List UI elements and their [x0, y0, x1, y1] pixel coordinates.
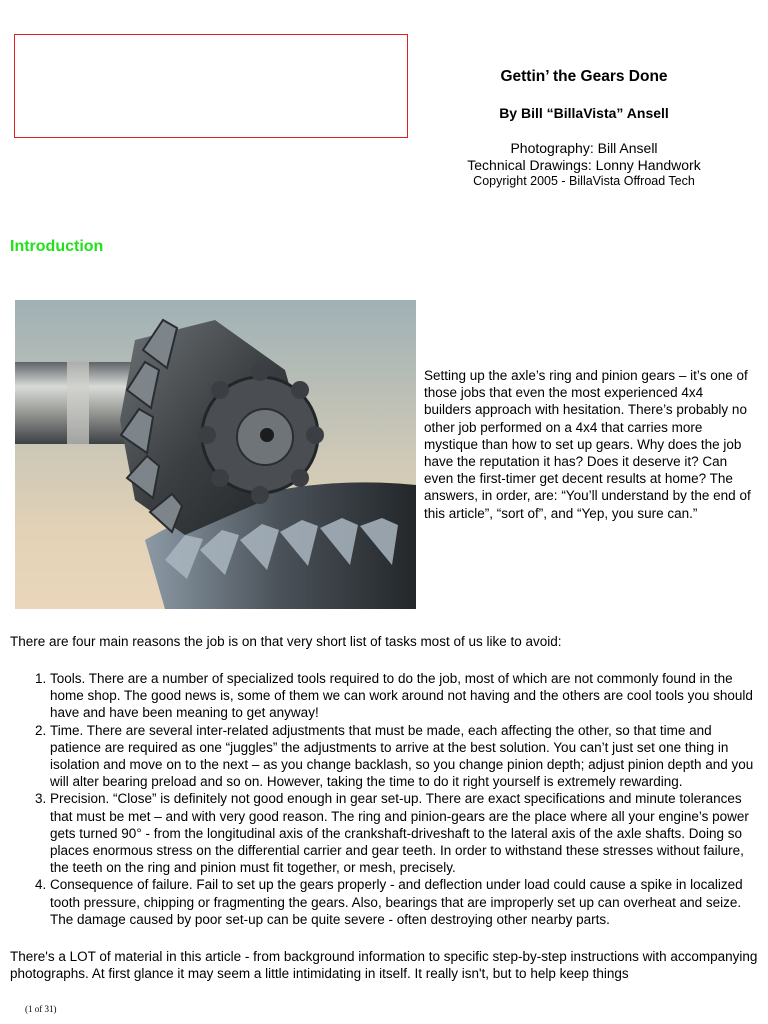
- credits: [420, 140, 748, 189]
- drawings-credit: Technical Drawings: Lonny Handwork: [467, 157, 701, 173]
- list-item: 4. Consequence of failure. Fail to set up the gears properly - and deflection under load could cause a spike in localized tooth pressure, chipping or fragmenting the gears. Also, bearings that are improperly set up can overheat and seize. The damage caused by poor set-up can be quite severe - often destroying other nearby parts.: [50, 876, 758, 928]
- reasons-lead: There are four main reasons the job is on that very short list of tasks most of us like to avoid:: [10, 634, 562, 649]
- copyright-notice: Copyright 2005 - BillaVista Offroad Tech: [473, 174, 695, 188]
- ring-and-pinion-gear-photo: [15, 300, 416, 609]
- article-author: By Bill “BillaVista” Ansell: [499, 105, 669, 121]
- closing-paragraph: There's a LOT of material in this article - from background information to specific step-by-step instructions with accompanying photographs. At first glance it may seem a little intimidating in itself. It really isn't, but to help keep things: [10, 949, 758, 982]
- list-item: 3. Precision. “Close” is definitely not good enough in gear set-up. There are exact specifications and minute tolerances that must be met – and with very good reason. The ring and pinion-gears are the place where all your engine’s power gets turned 90° - from the longitudinal axis of the crankshaft-driveshaft to the lateral axis of the axle shafts. Doing so places enormous stress on the differential carrier and gear teeth. In order to withstand these stresses without failure, the teeth on the ring and pinion must fit together, or mesh, precisely.: [50, 790, 758, 876]
- article-title: Gettin’ the Gears Done: [500, 68, 668, 85]
- title-block: [420, 68, 748, 189]
- header-placeholder-box: [14, 34, 408, 138]
- list-item: 1. Tools. There are a number of specialized tools required to do the job, most of which are not commonly found in the home shop. The good news is, some of them we can work around not having and the others are cool tools you should have and have been meaning to get anyway!: [50, 670, 758, 722]
- page-indicator: (1 of 31): [25, 1004, 57, 1014]
- photography-credit: Photography: Bill Ansell: [510, 140, 658, 156]
- intro-paragraph: Setting up the axle’s ring and pinion gears – it’s one of those jobs that even the most experienced 4x4 builders approach with hesitation. There’s probably no other job performed on a 4x4 that carries more mystique than how to set up gears. Why does the job have the reputation it has? Does it deserve it? Can even the first-timer get decent results at home? The answers, in order, are: “You’ll understand by the end of this article”, “sort of”, and “Yep, you sure can.”: [424, 368, 751, 521]
- list-item: 2. Time. There are several inter-related adjustments that must be made, each affecting the other, so that time and patience are required as one “juggles” the adjustments to arrive at the best solution. You can’t just set one thing in isolation and move on to the next – as you change backlash, so you change pinion depth; adjust pinion depth and you will alter bearing preload and so on. However, taking the time to do it right yourself is extremely rewarding.: [50, 722, 758, 791]
- introduction-heading: Introduction: [10, 238, 104, 255]
- reasons-list: [10, 670, 758, 928]
